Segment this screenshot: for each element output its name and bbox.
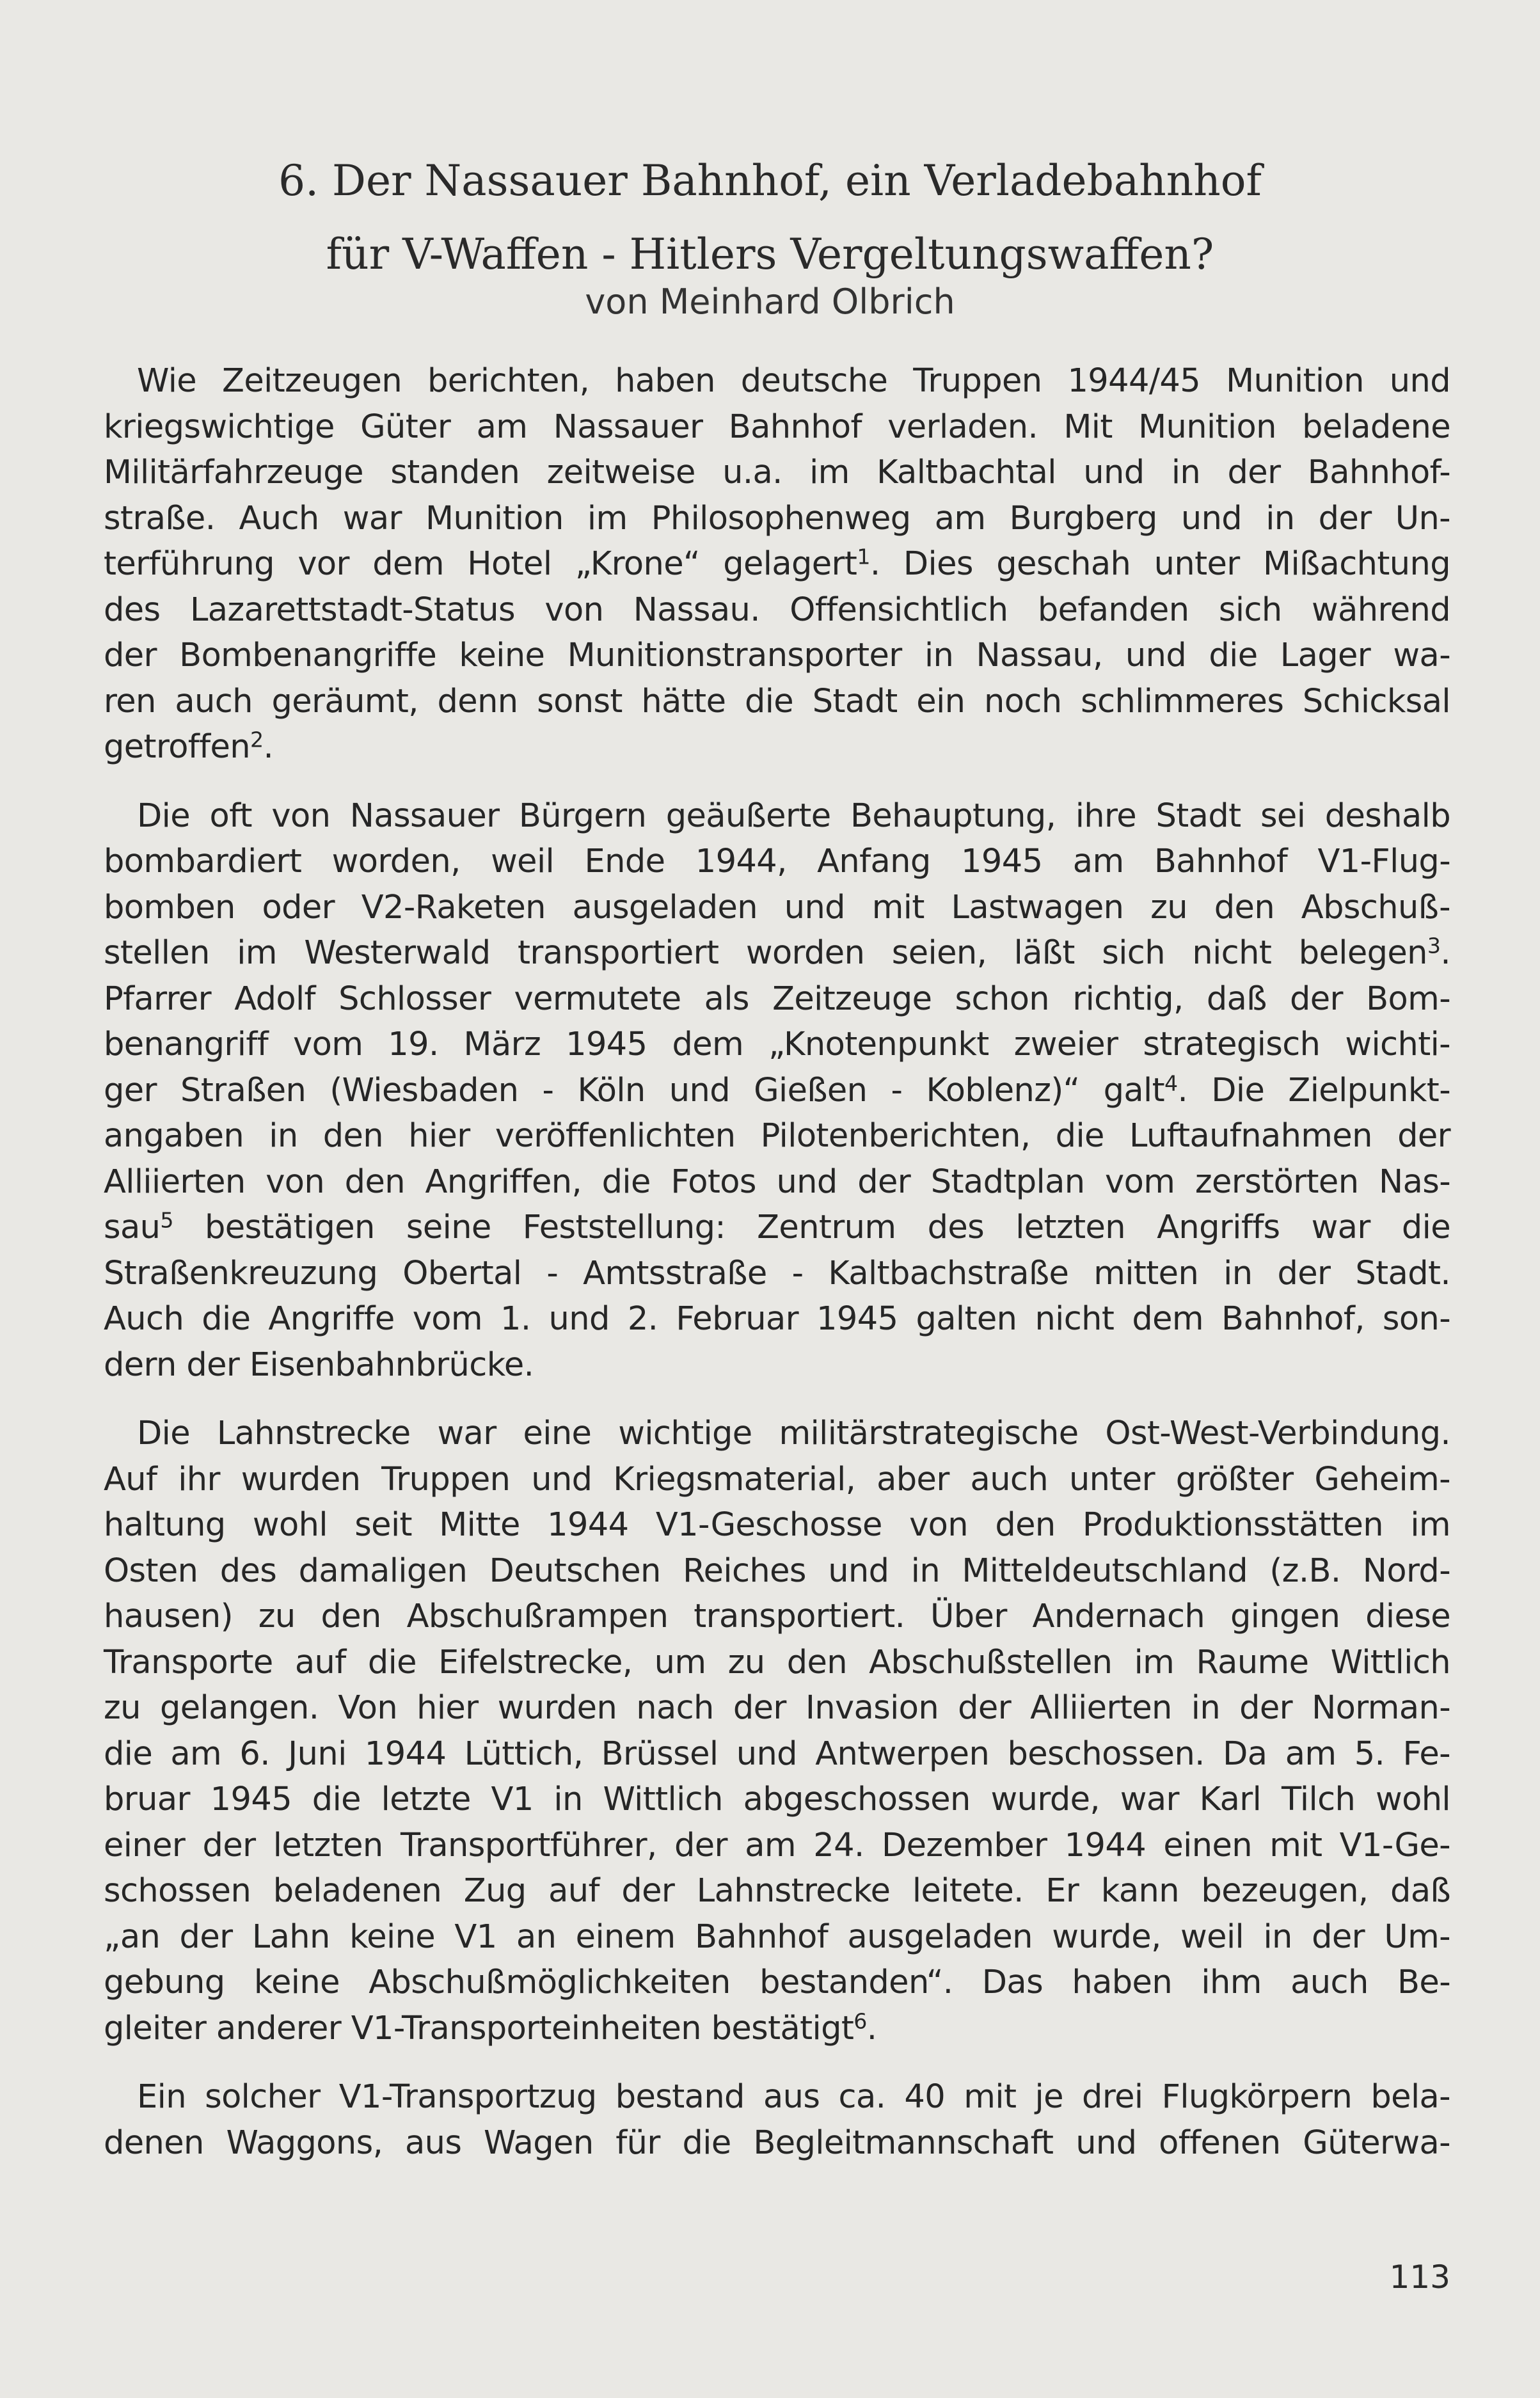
text-segment: . Die Zielpunkt-	[1177, 1071, 1450, 1109]
text-line: der Bombenangriffe keine Munitionstransporter in Nassau, und die Lager wa-	[104, 637, 1450, 674]
text-line	[104, 1205, 1450, 1251]
text-line: Pfarrer Adolf Schlosser vermutete als Zeitzeuge schon richtig, daß der Bom-	[104, 980, 1450, 1018]
text-segment: gleiter anderer V1-Transporteinheiten bestätigt	[104, 2009, 854, 2047]
text-line: gebung keine Abschußmöglichkeiten bestanden“. Das haben ihm auch Be-	[104, 1964, 1450, 2001]
text-line: haltung wohl seit Mitte 1944 V1-Geschosse von den Produktionsstätten im	[104, 1506, 1450, 1544]
text-line: Transporte auf die Eifelstrecke, um zu den Abschußstellen im Raume Wittlich	[104, 1643, 1450, 1681]
text-segment: sau	[104, 1209, 161, 1246]
text-line: Militärfahrzeuge standen zeitweise u.a. im Kaltbachtal und in der Bahnhof-	[104, 454, 1450, 491]
text-line: hausen) zu den Abschußrampen transportiert. Über Andernach gingen diese	[104, 1598, 1450, 1635]
text-segment: .	[263, 728, 274, 766]
paragraph	[104, 358, 1450, 770]
text-segment: getroffen	[104, 728, 251, 766]
text-line: Straßenkreuzung Obertal - Amtsstraße - Kaltbachstraße mitten in der Stadt.	[104, 1254, 1450, 1292]
text-line	[104, 1068, 1450, 1114]
text-segment: stellen im Westerwald transportiert worden seien, läßt sich nicht belegen	[104, 934, 1427, 972]
footnote-ref: 6	[853, 2008, 867, 2033]
text-line: kriegswichtige Güter am Nassauer Bahnhof verladen. Mit Munition beladene	[104, 408, 1450, 446]
text-line: ren auch geräumt, denn sonst hätte die Stadt ein noch schlimmeres Schicksal	[104, 682, 1450, 720]
text-line: des Lazarettstadt-Status von Nassau. Offensichtlich befanden sich während	[104, 591, 1450, 629]
chapter-heading	[102, 144, 1438, 291]
text-line: Auch die Angriffe vom 1. und 2. Februar 1945 galten nicht dem Bahnhof, son-	[104, 1300, 1450, 1338]
text-line: angaben in den hier veröffenlichten Pilotenberichten, die Luftaufnahmen der	[104, 1117, 1450, 1155]
text-line: einer der letzten Transportführer, der am 24. Dezember 1944 einen mit V1-Ge-	[104, 1826, 1450, 1864]
text-line: zu gelangen. Von hier wurden nach der Invasion der Alliierten in der Norman-	[104, 1689, 1450, 1727]
paragraph	[104, 1411, 1450, 2051]
text-line: „an der Lahn keine V1 an einem Bahnhof ausgeladen wurde, weil in der Um-	[104, 1918, 1450, 1956]
text-line: Die Lahnstrecke war eine wichtige militärstrategische Ost-West-Verbindung.	[137, 1415, 1450, 1452]
text-line	[104, 724, 1450, 770]
text-line: Wie Zeitzeugen berichten, haben deutsche Truppen 1944/45 Munition und	[137, 362, 1450, 400]
paragraph	[104, 793, 1450, 1388]
text-line: straße. Auch war Munition im Philosophenweg am Burgberg und in der Un-	[104, 499, 1450, 537]
text-line: schossen beladenen Zug auf der Lahnstrecke leitete. Er kann bezeugen, daß	[104, 1872, 1450, 1910]
text-line: denen Waggons, aus Wagen für die Begleitmannschaft und offenen Güterwa-	[104, 2124, 1450, 2162]
text-line: bomben oder V2-Raketen ausgeladen und mit Lastwagen zu den Abschuß-	[104, 888, 1450, 926]
chapter-author: von Meinhard Olbrich	[585, 282, 955, 322]
text-line: Osten des damaligen Deutschen Reiches und in Mitteldeutschland (z.B. Nord-	[104, 1552, 1450, 1590]
chapter-title-line-1: 6. Der Nassauer Bahnhof, ein Verladebahnhof	[278, 156, 1262, 205]
text-segment: . Dies geschah unter Mißachtung	[869, 545, 1450, 583]
chapter-title-line-2: für V-Waffen - Hitlers Vergeltungswaffen?	[326, 230, 1214, 279]
text-line: Die oft von Nassauer Bürgern geäußerte Behauptung, ihre Stadt sei deshalb	[137, 797, 1450, 835]
footnote-ref: 4	[1164, 1070, 1178, 1095]
text-line: bombardiert worden, weil Ende 1944, Anfang 1945 am Bahnhof V1-Flug-	[104, 843, 1450, 880]
page-number: 113	[1389, 2259, 1450, 2296]
body-text	[104, 358, 1450, 2189]
text-line	[104, 2006, 1450, 2052]
paragraph	[104, 2074, 1450, 2166]
text-line: die am 6. Juni 1944 Lüttich, Brüssel und Antwerpen beschossen. Da am 5. Fe-	[104, 1735, 1450, 1773]
footnote-ref: 2	[250, 727, 264, 752]
text-line: Ein solcher V1-Transportzug bestand aus ca. 40 mit je drei Flugkörpern bela-	[137, 2078, 1450, 2116]
text-line: benangriff vom 19. März 1945 dem „Knotenpunkt zweier strategisch wichti-	[104, 1026, 1450, 1063]
text-line: Auf ihr wurden Truppen und Kriegsmaterial, aber auch unter größter Geheim-	[104, 1460, 1450, 1498]
text-segment: bestätigen seine Feststellung: Zentrum des letzten Angriffs war die	[173, 1209, 1450, 1246]
text-line	[104, 541, 1450, 587]
text-segment: ger Straßen (Wiesbaden - Köln und Gießen - Koblenz)“ galt	[104, 1071, 1165, 1109]
text-segment: .	[866, 2009, 877, 2047]
footnote-ref: 1	[857, 544, 870, 569]
text-line	[104, 930, 1450, 976]
text-line: bruar 1945 die letzte V1 in Wittlich abgeschossen wurde, war Karl Tilch wohl	[104, 1781, 1450, 1818]
footnote-ref: 3	[1427, 933, 1441, 958]
text-segment: .	[1440, 934, 1450, 972]
text-segment: terführung vor dem Hotel „Krone“ gelagert	[104, 545, 857, 583]
text-line: Alliierten von den Angriffen, die Fotos und der Stadtplan vom zerstörten Nas-	[104, 1163, 1450, 1201]
footnote-ref: 5	[160, 1207, 173, 1233]
text-line: dern der Eisenbahnbrücke.	[104, 1346, 534, 1384]
